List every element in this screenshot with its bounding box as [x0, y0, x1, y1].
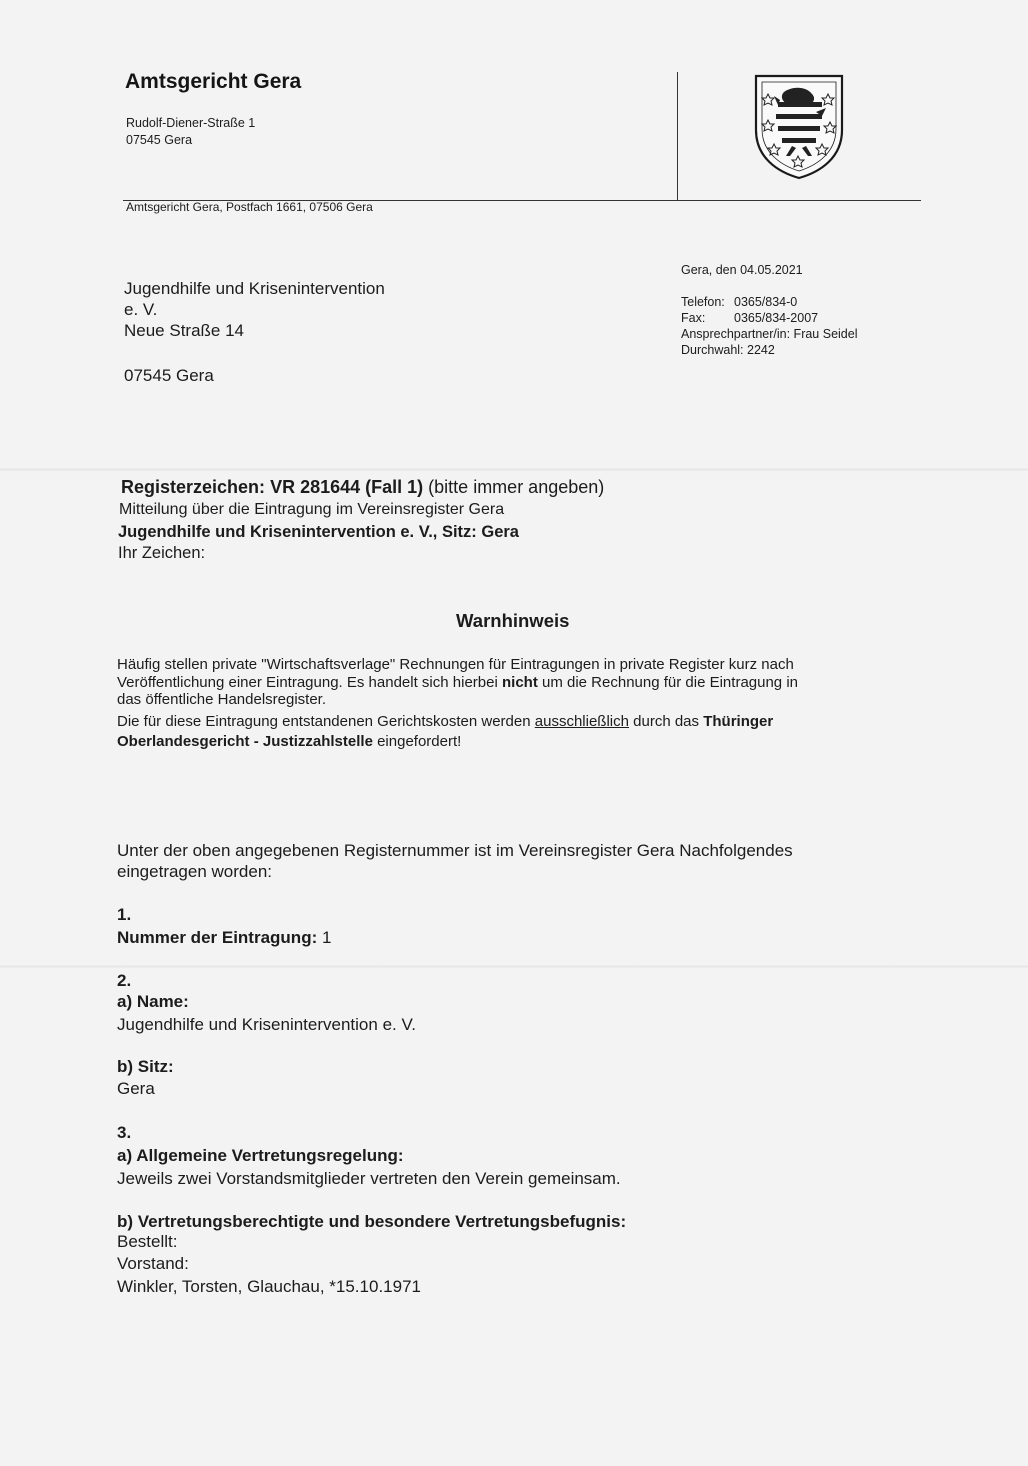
- recipient-name-line2: e. V.: [124, 300, 158, 319]
- register-number: VR 281644 (Fall 1): [270, 477, 424, 497]
- appointed-label: Bestellt:: [117, 1232, 178, 1251]
- warning-emphasis: Thüringer: [703, 713, 774, 730]
- warning-line4: [117, 713, 773, 730]
- register-line: [121, 477, 604, 498]
- warning-text: Die für diese Eintragung entstandenen Gerichtskosten werden: [117, 713, 535, 730]
- warning-line5: [117, 733, 461, 750]
- warning-text: Veröffentlichung einer Eintragung. Es handelt sich hierbei: [117, 674, 502, 691]
- thuringia-coat-of-arms-icon: [752, 72, 846, 185]
- entry-number-value: 1: [317, 928, 332, 947]
- association-name: Jugendhilfe und Krisenintervention e. V., Sitz: Gera: [118, 523, 519, 541]
- court-name: Amtsgericht Gera: [125, 70, 302, 93]
- warning-underlined: ausschließlich: [534, 713, 629, 730]
- section-number: 1.: [117, 905, 132, 924]
- board-label: Vorstand:: [117, 1254, 189, 1273]
- fax-value: 0365/834-2007: [734, 311, 819, 325]
- warning-text: durch das: [628, 713, 704, 730]
- warning-line3: das öffentliche Handelsregister.: [117, 691, 327, 708]
- court-city: 07545 Gera: [126, 133, 193, 147]
- notice-title: Mitteilung über die Eintragung im Vereinsregister Gera: [119, 501, 505, 518]
- section-number: 2.: [117, 971, 132, 990]
- warning-text: um die Rechnung für die Eintragung in: [537, 674, 798, 691]
- section-number: 3.: [117, 1123, 132, 1142]
- contact-person: Ansprechpartner/in: Frau Seidel: [681, 327, 858, 341]
- fax-label: Fax:: [681, 311, 706, 325]
- header-divider-vertical: [677, 72, 678, 201]
- warning-title: Warnhinweis: [456, 610, 570, 631]
- board-member: Winkler, Torsten, Glauchau, *15.10.1971: [117, 1277, 421, 1296]
- seat-label: b) Sitz:: [117, 1057, 174, 1076]
- warning-emphasis: nicht: [501, 674, 538, 691]
- recipient-name-line1: Jugendhilfe und Krisenintervention: [124, 279, 385, 298]
- phone-value: 0365/834-0: [734, 295, 798, 309]
- extension: Durchwahl: 2242: [681, 343, 775, 357]
- sender-return-address: Amtsgericht Gera, Postfach 1661, 07506 Gera: [126, 200, 373, 214]
- name-value: Jugendhilfe und Krisenintervention e. V.: [117, 1015, 416, 1034]
- name-label: a) Name:: [117, 992, 189, 1011]
- intro-line1: Unter der oben angegebenen Registernummer ist im Vereinsregister Gera Nachfolgendes: [117, 841, 793, 860]
- intro-line2: eingetragen worden:: [117, 862, 273, 881]
- phone-label: Telefon:: [681, 295, 725, 309]
- recipient-street: Neue Straße 14: [124, 321, 245, 340]
- warning-line1: Häufig stellen private "Wirtschaftsverlage" Rechnungen für Eintragungen in private Register kurz nach: [117, 656, 794, 673]
- warning-line2: [117, 674, 798, 691]
- representation-value: Jeweils zwei Vorstandsmitglieder vertreten den Verein gemeinsam.: [117, 1169, 621, 1188]
- court-street: Rudolf-Diener-Straße 1: [126, 116, 256, 130]
- warning-emphasis: Oberlandesgericht - Justizzahlstelle: [117, 733, 373, 750]
- register-label: Registerzeichen:: [121, 477, 266, 497]
- entry-number-line: [117, 928, 331, 948]
- paper-fold: [0, 965, 1028, 968]
- recipient-city: 07545 Gera: [124, 366, 214, 385]
- paper-fold: [0, 468, 1028, 471]
- letter-date: Gera, den 04.05.2021: [681, 263, 803, 277]
- warning-text: eingefordert!: [372, 733, 462, 750]
- authorized-representatives-label: b) Vertretungsberechtigte und besondere Vertretungsbefugnis:: [117, 1212, 627, 1231]
- representation-label: a) Allgemeine Vertretungsregelung:: [117, 1146, 404, 1165]
- entry-number-label: Nummer der Eintragung:: [117, 928, 318, 947]
- your-reference: Ihr Zeichen:: [118, 544, 206, 562]
- register-note: (bitte immer angeben): [428, 477, 605, 497]
- seat-value: Gera: [117, 1079, 155, 1098]
